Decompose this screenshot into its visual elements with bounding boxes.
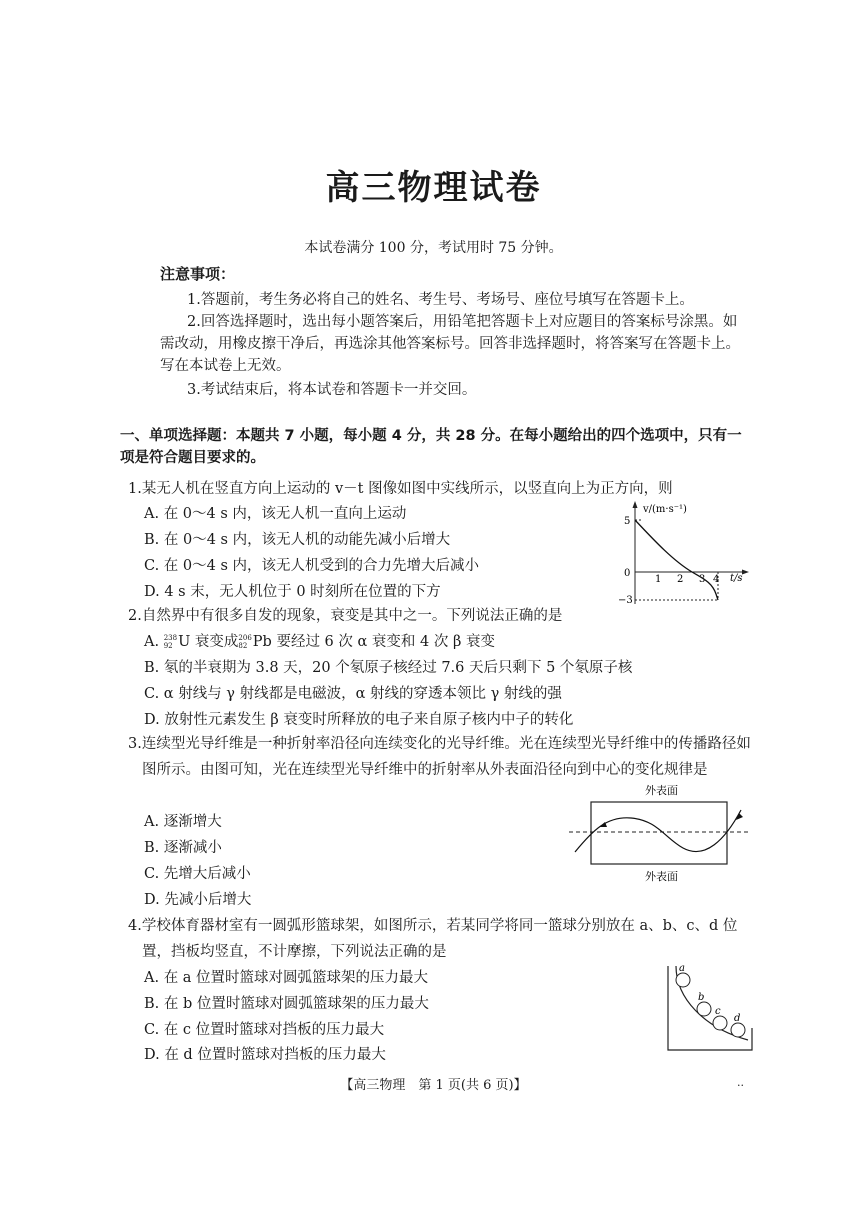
section-heading bbox=[120, 425, 752, 469]
q2-option-a-prefix: A. bbox=[144, 634, 164, 650]
fiber-bottom-label: 外表面 bbox=[645, 870, 678, 883]
light-path bbox=[575, 810, 741, 852]
notice-item-1: 1.答题前，考生务必将自己的姓名、考生号、考场号、座位号填写在答题卡上。 bbox=[187, 292, 694, 308]
q3-option-a: A. 逐渐增大 bbox=[144, 814, 222, 830]
question-3-stem: 3.连续型光导纤维是一种折射率沿径向连续变化的光导纤维。光在连续型光导纤维中的传播路径如图所示。由图可知，光在连续型光导纤维中的折射率从外表面沿径向到中心的变化规律是 bbox=[128, 736, 751, 778]
q2-option-b: B. 氡的半衰期为 3.8 天，20 个氡原子核经过 7.6 天后只剩下 5 个氡原子核 bbox=[144, 660, 633, 676]
fiber-figure bbox=[565, 780, 755, 888]
q1-option-c: C. 在 0～4 s 内，该无人机受到的合力先增大后减小 bbox=[144, 558, 480, 574]
q1-option-d: D. 4 s 末，无人机位于 0 时刻所在位置的下方 bbox=[144, 584, 441, 600]
fiber-body bbox=[591, 802, 727, 864]
vt-tick-x2: 2 bbox=[677, 574, 684, 585]
page-footer: 【高三物理 第 1 页(共 6 页)】 bbox=[340, 1078, 527, 1093]
vt-x-label: t/s bbox=[730, 573, 743, 584]
vt-y-arrow bbox=[633, 501, 638, 508]
pb-symbol: Pb bbox=[252, 634, 272, 650]
question-2-stem: 2.自然界中有很多自发的现象，衰变是其中之一。下列说法正确的是 bbox=[128, 608, 563, 624]
vt-tick-5: 5 bbox=[624, 516, 631, 527]
ball-a bbox=[676, 973, 690, 987]
q4-option-a: A. 在 a 位置时篮球对圆弧篮球架的压力最大 bbox=[144, 970, 429, 986]
u-mass-number: 238 bbox=[163, 634, 178, 642]
q2-option-c: C. α 射线与 γ 射线都是电磁波，α 射线的穿透本领比 γ 射线的强 bbox=[144, 686, 562, 702]
vt-x-arrow bbox=[742, 570, 749, 575]
vt-y-label: v/(m·s⁻¹) bbox=[643, 504, 687, 515]
vt-graph-figure bbox=[612, 498, 762, 610]
notice-heading: 注意事项： bbox=[160, 265, 236, 283]
pb-mass-number: 206 bbox=[238, 634, 252, 642]
q2-option-a-rest: 要经过 6 次 α 衰变和 4 次 β 衰变 bbox=[271, 634, 495, 650]
notice-item-2: 2.回答选择题时，选出每小题答案后，用铅笔把答题卡上对应题目的答案标号涂黑。如需改动，用橡皮擦干净后，再选涂其他答案标号。回答非选择题时，将答案写在答题卡上。写在本试卷上无效。 bbox=[160, 314, 740, 374]
notice-item-3: 3.考试结束后，将本试卷和答题卡一并交回。 bbox=[187, 382, 477, 398]
q3-option-c: C. 先增大后减小 bbox=[144, 866, 251, 882]
q4-option-b: B. 在 b 位置时篮球对圆弧篮球架的压力最大 bbox=[144, 996, 429, 1012]
q3-option-d: D. 先减小后增大 bbox=[144, 892, 252, 908]
label-a: a bbox=[679, 963, 685, 974]
exam-intro: 本试卷满分 100 分，考试用时 75 分钟。 bbox=[304, 240, 563, 256]
q1-option-b: B. 在 0～4 s 内，该无人机的动能先减小后增大 bbox=[144, 532, 451, 548]
ball-d bbox=[731, 1023, 745, 1037]
vt-tick-x3: 3 bbox=[699, 574, 706, 585]
question-4-stem: 4.学校体育器材室有一圆弧形篮球架，如图所示，若某同学将同一篮球分别放在 a、b、c、d 位置，挡板均竖直，不计摩擦，下列说法正确的是 bbox=[128, 918, 738, 960]
pb-atomic-number: 82 bbox=[238, 642, 248, 650]
vt-tick-0: 0 bbox=[624, 568, 631, 579]
q3-option-b: B. 逐渐减小 bbox=[144, 840, 222, 856]
vt-tick-neg3: −3 bbox=[618, 595, 633, 606]
ball-c bbox=[713, 1016, 727, 1030]
page-title: 高三物理试卷 bbox=[325, 168, 542, 208]
q4-option-d: D. 在 d 位置时篮球对挡板的压力最大 bbox=[144, 1047, 386, 1063]
ball-b bbox=[697, 1002, 711, 1016]
label-d: d bbox=[734, 1013, 741, 1024]
section-heading-text: 一、单项选择题：本题共 7 小题，每小题 4 分，共 28 分。在每小题给出的四个选项中，只有一项是符合题目要求的。 bbox=[120, 428, 742, 466]
u-symbol: U bbox=[178, 634, 191, 650]
q2-option-a-mid: 衰变成 bbox=[190, 634, 239, 650]
u-atomic-number: 92 bbox=[163, 642, 173, 650]
label-c: c bbox=[715, 1006, 721, 1017]
u-nuclide-numbers bbox=[164, 634, 177, 650]
label-b: b bbox=[698, 992, 705, 1003]
footer-mark: .. bbox=[737, 1076, 744, 1089]
q4-option-c: C. 在 c 位置时篮球对挡板的压力最大 bbox=[144, 1022, 385, 1038]
question-1-stem: 1.某无人机在竖直方向上运动的 v－t 图像如图中实线所示，以竖直向上为正方向，则 bbox=[128, 481, 673, 497]
q1-option-a: A. 在 0～4 s 内，该无人机一直向上运动 bbox=[144, 506, 407, 522]
vt-tick-x1: 1 bbox=[655, 574, 662, 585]
q2-option-d: D. 放射性元素发生 β 衰变时所释放的电子来自原子核内中子的转化 bbox=[144, 712, 574, 728]
pb-nuclide-numbers bbox=[238, 634, 251, 650]
fiber-top-label: 外表面 bbox=[645, 784, 678, 797]
vt-curve bbox=[635, 520, 718, 600]
rack-figure bbox=[664, 958, 756, 1054]
vt-tick-x4: 4 bbox=[713, 574, 720, 585]
q2-option-a bbox=[144, 630, 495, 651]
